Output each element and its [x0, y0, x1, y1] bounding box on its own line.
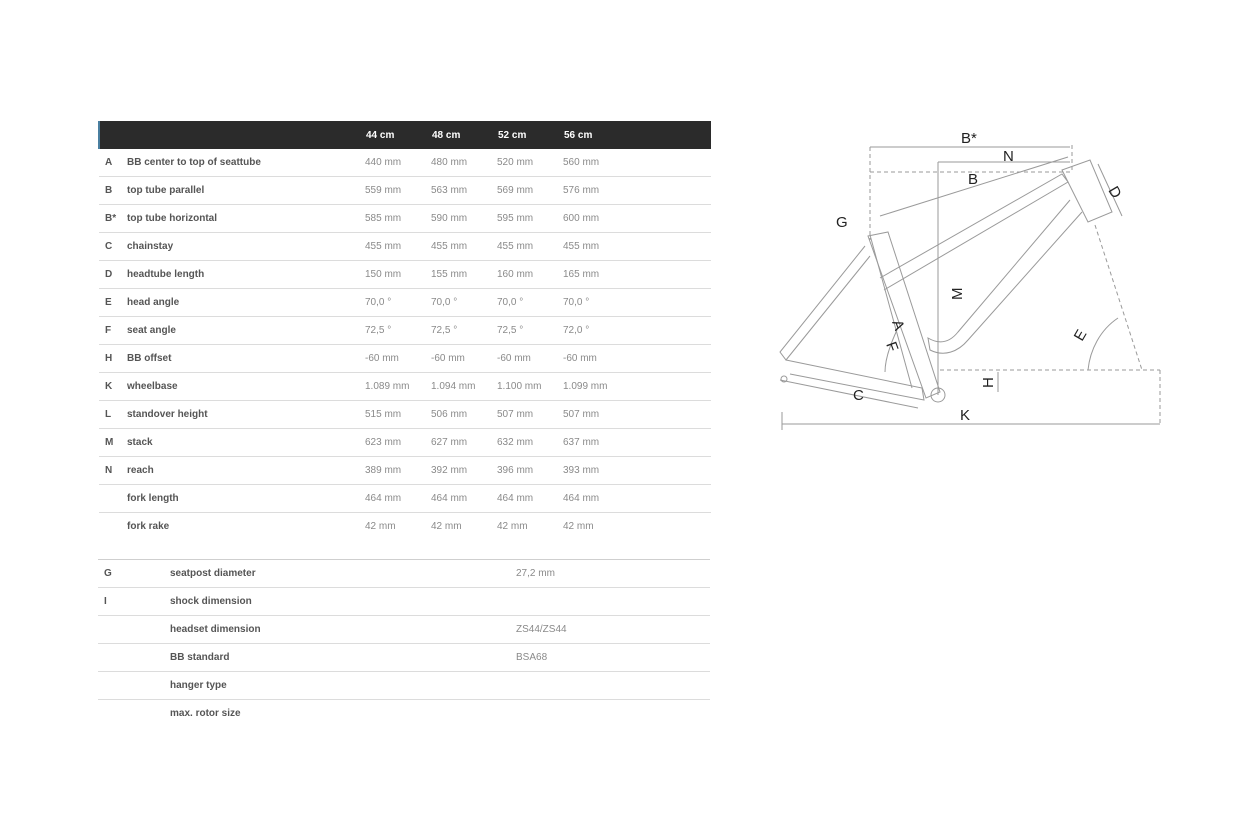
header-size-56: 56 cm	[563, 121, 711, 149]
row-code: K	[99, 373, 127, 401]
geometry-row	[99, 373, 711, 401]
header-name-cell	[127, 121, 365, 149]
spec-row	[98, 560, 710, 588]
geometry-row	[99, 233, 711, 261]
row-value: 42 mm	[563, 521, 594, 532]
row-value: 1.099 mm	[563, 373, 711, 401]
row-value: 440 mm	[365, 149, 431, 177]
header-size-48: 48 cm	[431, 121, 497, 149]
row-code	[99, 485, 127, 513]
header-code-cell	[99, 121, 127, 149]
row-code: C	[99, 233, 127, 261]
geometry-row	[99, 289, 711, 317]
top-tube	[880, 174, 1068, 290]
spec-name: seatpost diameter	[170, 560, 516, 588]
spec-name: shock dimension	[170, 588, 516, 616]
row-value: 70,0 °	[431, 289, 497, 317]
row-value: 42 mm	[431, 521, 462, 532]
geometry-table	[98, 121, 711, 540]
row-value: 42 mm	[365, 521, 396, 532]
row-value: 72,0 °	[563, 317, 711, 345]
label-a: A	[888, 317, 908, 333]
spec-code: I	[98, 588, 170, 616]
row-value: 455 mm	[497, 233, 563, 261]
row-label: top tube parallel	[127, 177, 365, 205]
row-value: 389 mm	[365, 457, 431, 485]
row-value: 632 mm	[497, 429, 563, 457]
row-value: 623 mm	[365, 429, 431, 457]
row-value: 393 mm	[563, 457, 711, 485]
row-code: M	[99, 429, 127, 457]
row-value: 559 mm	[365, 177, 431, 205]
row-code: B*	[99, 205, 127, 233]
row-value: 72,5 °	[431, 317, 497, 345]
row-label: headtube length	[127, 261, 365, 289]
row-value: -60 mm	[497, 345, 563, 373]
row-value: 515 mm	[365, 401, 431, 429]
dim-line-a	[870, 235, 912, 388]
label-b: B	[968, 171, 979, 188]
spec-code: G	[98, 560, 170, 588]
label-h: H	[980, 377, 997, 388]
row-value: 155 mm	[431, 261, 497, 289]
spec-row	[98, 616, 710, 644]
label-k: K	[960, 407, 971, 424]
geometry-row	[99, 513, 711, 541]
row-value: 600 mm	[563, 205, 711, 233]
row-value: 1.094 mm	[431, 373, 497, 401]
spec-code	[98, 616, 170, 644]
geometry-row	[99, 317, 711, 345]
row-value: -60 mm	[563, 345, 711, 373]
row-value: 464 mm	[497, 485, 563, 513]
row-code: H	[99, 345, 127, 373]
label-n: N	[1003, 148, 1014, 165]
label-c: C	[853, 387, 864, 404]
spec-code	[98, 700, 170, 728]
label-b-star: B*	[961, 130, 977, 147]
row-label: BB center to top of seattube	[127, 149, 365, 177]
row-label: top tube horizontal	[127, 205, 365, 233]
label-m: M	[949, 287, 966, 300]
arc-e	[1088, 318, 1118, 370]
row-value: 70,0 °	[497, 289, 563, 317]
row-label: fork rake	[127, 521, 170, 532]
row-code: D	[99, 261, 127, 289]
geometry-row	[99, 205, 711, 233]
row-value: 576 mm	[563, 177, 711, 205]
row-code: L	[99, 401, 127, 429]
dim-line-c	[780, 380, 918, 408]
row-code	[99, 513, 127, 541]
spec-value: ZS44/ZS44	[516, 616, 710, 644]
row-value: -60 mm	[365, 345, 431, 373]
row-value: 507 mm	[563, 401, 711, 429]
row-code: E	[99, 289, 127, 317]
row-label: reach	[127, 457, 365, 485]
geometry-header-row	[99, 121, 711, 149]
row-label: standover height	[127, 401, 365, 429]
row-value: 595 mm	[497, 205, 563, 233]
row-label: seat angle	[127, 317, 365, 345]
spec-row	[98, 644, 710, 672]
row-value: 160 mm	[497, 261, 563, 289]
row-value: 70,0 °	[563, 289, 711, 317]
spec-row	[98, 700, 710, 728]
row-value: 585 mm	[365, 205, 431, 233]
row-value: 455 mm	[431, 233, 497, 261]
row-value: 464 mm	[365, 485, 431, 513]
geometry-row	[99, 401, 711, 429]
row-value: 507 mm	[497, 401, 563, 429]
row-label: head angle	[127, 289, 365, 317]
row-value: 72,5 °	[365, 317, 431, 345]
header-size-52: 52 cm	[497, 121, 563, 149]
row-code: N	[99, 457, 127, 485]
row-label: chainstay	[127, 233, 365, 261]
row-value: 480 mm	[431, 149, 497, 177]
row-value: 464 mm	[563, 485, 711, 513]
geometry-row	[99, 345, 711, 373]
row-value: 506 mm	[431, 401, 497, 429]
seat-stay	[780, 246, 870, 360]
down-tube	[928, 200, 1082, 353]
row-value: 42 mm	[497, 521, 528, 532]
row-label: BB offset	[127, 345, 365, 373]
spec-code	[98, 672, 170, 700]
row-value: 70,0 °	[365, 289, 431, 317]
row-label: fork length	[127, 485, 365, 513]
seat-tube	[868, 232, 940, 398]
spec-value	[516, 588, 710, 616]
row-label: wheelbase	[127, 373, 365, 401]
geometry-row	[99, 261, 711, 289]
spec-code	[98, 644, 170, 672]
label-g: G	[836, 214, 848, 231]
geometry-row	[99, 149, 711, 177]
row-label: stack	[127, 429, 365, 457]
frame-geometry-diagram	[760, 110, 1170, 440]
row-value: 1.100 mm	[497, 373, 563, 401]
geometry-row	[99, 177, 711, 205]
spec-row	[98, 588, 710, 616]
spec-name: BB standard	[170, 644, 516, 672]
spec-value	[516, 700, 710, 728]
row-value: 1.089 mm	[365, 373, 431, 401]
row-value: 627 mm	[431, 429, 497, 457]
spec-value: BSA68	[516, 644, 710, 672]
row-value: 569 mm	[497, 177, 563, 205]
row-value: 392 mm	[431, 457, 497, 485]
row-value: -60 mm	[431, 345, 497, 373]
row-code: F	[99, 317, 127, 345]
geometry-row	[99, 457, 711, 485]
row-value: 455 mm	[365, 233, 431, 261]
row-value: 72,5 °	[497, 317, 563, 345]
geometry-row	[99, 485, 711, 513]
row-value: 563 mm	[431, 177, 497, 205]
row-value: 560 mm	[563, 149, 711, 177]
row-code: B	[99, 177, 127, 205]
spec-name: max. rotor size	[170, 708, 241, 719]
row-value: 590 mm	[431, 205, 497, 233]
row-value: 520 mm	[497, 149, 563, 177]
label-d: D	[1104, 183, 1125, 202]
label-f: F	[882, 339, 902, 354]
geometry-row	[99, 429, 711, 457]
row-value: 637 mm	[563, 429, 711, 457]
spec-value	[516, 672, 710, 700]
spec-value: 27,2 mm	[516, 560, 710, 588]
row-value: 396 mm	[497, 457, 563, 485]
row-value: 150 mm	[365, 261, 431, 289]
spec-table	[98, 559, 710, 727]
label-e: E	[1070, 326, 1091, 344]
row-code: A	[99, 149, 127, 177]
row-value: 455 mm	[563, 233, 711, 261]
header-size-44: 44 cm	[365, 121, 431, 149]
row-value: 464 mm	[431, 485, 497, 513]
dash-steering-axis	[1095, 225, 1142, 370]
spec-row	[98, 672, 710, 700]
spec-name: headset dimension	[170, 616, 516, 644]
row-value: 165 mm	[563, 261, 711, 289]
spec-name: hanger type	[170, 672, 516, 700]
